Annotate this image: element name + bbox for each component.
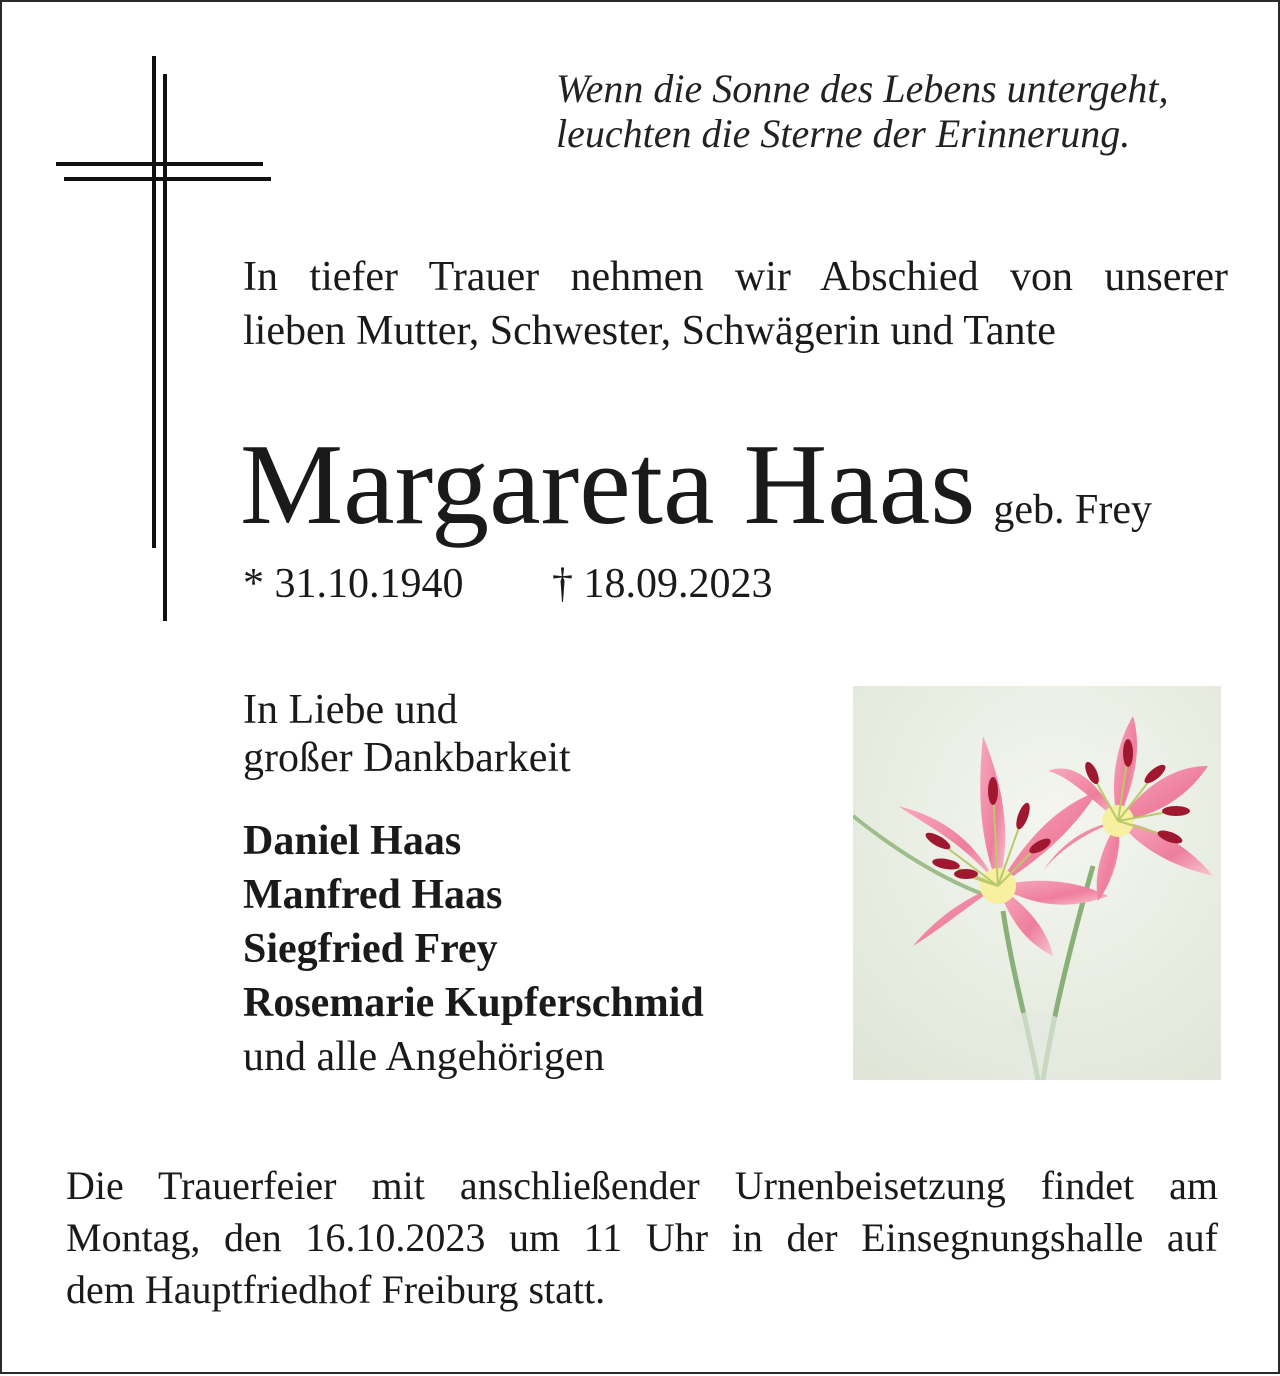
- deceased-name: Margareta Haas: [240, 421, 976, 549]
- intro-line-1: In tiefer Trauer nehmen wir Abschied von unserer: [243, 254, 1228, 300]
- death-date: † 18.09.2023: [552, 561, 773, 607]
- lily-photo: [853, 686, 1221, 1080]
- mourner-name: Siegfried Frey: [243, 926, 498, 972]
- intro-text: [243, 250, 1228, 358]
- maiden-name: geb. Frey: [993, 487, 1153, 533]
- funeral-info: [66, 1160, 1218, 1316]
- birth-date: * 31.10.1940: [243, 561, 464, 607]
- mourner-name: Rosemarie Kupferschmid: [243, 980, 704, 1026]
- motto-line-2: leuchten die Sterne der Erinnerung.: [556, 111, 1131, 156]
- mourners-list: [243, 814, 704, 1084]
- closing-line-1: In Liebe und: [243, 687, 458, 733]
- deceased-name-row: [240, 420, 1230, 550]
- funeral-info-line-3: dem Hauptfriedhof Freiburg statt.: [66, 1267, 606, 1312]
- closing-line-2: großer Dankbarkeit: [243, 735, 571, 781]
- motto-line-1: Wenn die Sonne des Lebens untergeht,: [556, 66, 1169, 111]
- intro-line-2: lieben Mutter, Schwester, Schwägerin und Tante: [243, 308, 1056, 354]
- mourner-name: Daniel Haas: [243, 818, 462, 864]
- life-dates: [243, 558, 773, 610]
- closing-words: [243, 686, 571, 782]
- motto: [556, 66, 1236, 156]
- mourners-all: und alle Angehörigen: [243, 1034, 605, 1080]
- funeral-info-line-2: Montag, den 16.10.2023 um 11 Uhr in der Einsegnungshalle auf: [66, 1215, 1218, 1260]
- lily-flower-icon: [853, 686, 1221, 1080]
- mourner-name: Manfred Haas: [243, 872, 503, 918]
- funeral-info-line-1: Die Trauerfeier mit anschließender Urnenbeisetzung findet am: [66, 1163, 1218, 1208]
